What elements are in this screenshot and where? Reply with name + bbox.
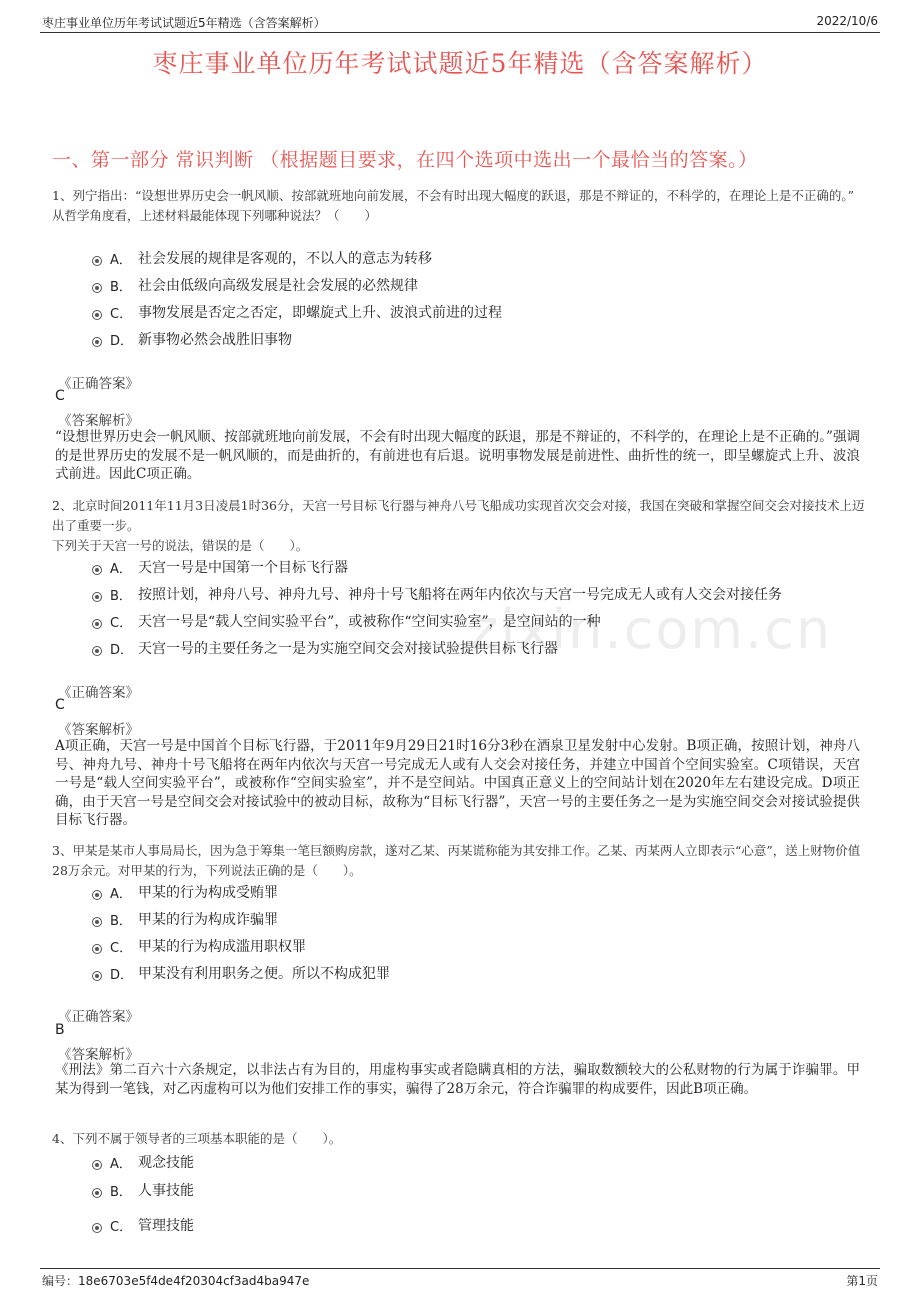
- option-key: A．: [110, 1156, 132, 1172]
- option-2-c[interactable]: [92, 611, 601, 631]
- option-1-a[interactable]: [92, 248, 432, 268]
- correct-answer-label: 《正确答案》: [58, 376, 139, 392]
- option-text: 新事物必然会战胜旧事物: [138, 332, 292, 348]
- analysis-label: 《答案解析》: [58, 722, 139, 738]
- option-key: B．: [110, 913, 132, 929]
- radio-icon[interactable]: [92, 1188, 102, 1198]
- question-prompt-text: 从哲学角度看，上述材料最能体现下列哪种说法？（ ）: [52, 208, 378, 223]
- question-stem-text: 2、北京时间2011年11月3日凌晨1时36分，天宫一号目标飞行器与神舟八号飞船成功实现首次交会对接，我国在突破和掌握空间交会对接技术上迈出了重要一步。: [52, 498, 865, 533]
- radio-icon[interactable]: [92, 283, 102, 293]
- option-3-d[interactable]: [92, 963, 390, 983]
- radio-icon[interactable]: [92, 917, 102, 927]
- watermark: zixin.com.cn: [470, 598, 833, 661]
- question-3-stem: [52, 841, 868, 881]
- option-text: 社会发展的规律是客观的，不以人的意志为转移: [138, 251, 432, 267]
- analysis-text: 《刑法》第二百六十六条规定，以非法占有为目的，用虚构事实或者隐瞒真相的方法，骗取数额较大的公私财物的行为属于诈骗罪。甲某为得到一笔钱，对乙丙虚构可以为他们安排工作的事实，骗得了28万余元，符合诈骗罪的构成要件，因此B项正确。: [55, 1062, 860, 1097]
- analysis-label: 《答案解析》: [58, 1047, 139, 1063]
- option-key: D．: [110, 642, 134, 658]
- option-text: 观念技能: [138, 1155, 194, 1171]
- radio-icon[interactable]: [92, 337, 102, 347]
- option-text: 管理技能: [138, 1218, 194, 1234]
- option-1-c[interactable]: [92, 302, 502, 322]
- analysis-text: A项正确，天宫一号是中国首个目标飞行器，于2011年9月29日21时16分3秒在酒泉卫星发射中心发射。B项正确，按照计划，神舟八号、神舟九号、神舟十号飞船将在两年内依次与天宫一号完成无人或有人交会对接任务，并建立中国首个空间实验室。C项错误，天宫一号是“载人空间实验平台”，或被称作“空间实验室”，并不是空间站。中国真正意义上的空间站计划在2020年左右建设完成。D项正确，由于天宫一号是空间交会对接试验中的被动目标，故称为“目标飞行器”，天宫一号的主要任务之一是为实施空间交会对接试验提供目标飞行器。: [55, 738, 860, 828]
- radio-icon[interactable]: [92, 619, 102, 629]
- page-title: 枣庄事业单位历年考试试题近5年精选（含答案解析）: [152, 49, 768, 78]
- question-prompt-text: 下列关于天宫一号的说法，错误的是（ ）。: [52, 538, 309, 553]
- correct-answer-label: 《正确答案》: [58, 1009, 139, 1025]
- option-key: C．: [110, 306, 133, 322]
- question-stem-text: 4、下列不属于领导者的三项基本职能的是（ ）。: [52, 1131, 342, 1146]
- option-2-b[interactable]: [92, 584, 782, 604]
- option-text: 天宫一号是中国第一个目标飞行器: [138, 560, 348, 576]
- radio-icon[interactable]: [92, 565, 102, 575]
- question-2-stem: [52, 496, 868, 556]
- option-key: D．: [110, 967, 134, 983]
- option-text: 天宫一号的主要任务之一是为实施空间交会对接试验提供目标飞行器: [138, 641, 558, 657]
- header-doc-title: 枣庄事业单位历年考试试题近5年精选（含答案解析）: [42, 16, 326, 30]
- radio-icon[interactable]: [92, 1223, 102, 1233]
- question-1-stem: [52, 186, 868, 226]
- option-key: B．: [110, 588, 132, 604]
- option-text: 甲某的行为构成受贿罪: [138, 885, 278, 901]
- option-key: A．: [110, 252, 132, 268]
- analysis-label: 《答案解析》: [58, 413, 139, 429]
- option-4-c[interactable]: [92, 1215, 194, 1235]
- option-3-a[interactable]: [92, 882, 278, 902]
- option-text: 甲某没有利用职务之便。所以不构成犯罪: [138, 966, 390, 982]
- radio-icon[interactable]: [92, 1160, 102, 1170]
- option-text: 甲某的行为构成滥用职权罪: [138, 939, 306, 955]
- option-key: C．: [110, 1219, 133, 1235]
- radio-icon[interactable]: [92, 944, 102, 954]
- option-key: C．: [110, 615, 133, 631]
- option-2-a[interactable]: [92, 557, 348, 577]
- option-key: B．: [110, 1184, 132, 1200]
- option-text: 社会由低级向高级发展是社会发展的必然规律: [138, 278, 418, 294]
- option-4-b[interactable]: [92, 1180, 194, 1200]
- footer-page-number: 第1页: [846, 1274, 878, 1288]
- option-4-a[interactable]: [92, 1152, 194, 1172]
- option-text: 事物发展是否定之否定，即螺旋式上升、波浪式前进的过程: [138, 305, 502, 321]
- radio-icon[interactable]: [92, 971, 102, 981]
- option-3-b[interactable]: [92, 909, 278, 929]
- option-key: D．: [110, 333, 134, 349]
- option-text: 按照计划，神舟八号、神舟九号、神舟十号飞船将在两年内依次与天宫一号完成无人或有人交会对接任务: [138, 587, 782, 603]
- question-stem-text: 1、列宁指出：“设想世界历史会一帆风顺、按部就班地向前发展，不会有时出现大幅度的跃退，那是不辩证的，不科学的，在理论上是不正确的。”: [52, 188, 854, 203]
- option-text: 天宫一号是“载人空间实验平台”，或被称作“空间实验室”，是空间站的一种: [138, 614, 601, 630]
- page-footer: [40, 1268, 880, 1289]
- radio-icon[interactable]: [92, 310, 102, 320]
- option-key: B．: [110, 279, 132, 295]
- page-header: [40, 12, 880, 33]
- option-3-c[interactable]: [92, 936, 306, 956]
- section-heading: 一、第一部分 常识判断 （根据题目要求，在四个选项中选出一个最恰当的答案。）: [52, 149, 758, 171]
- analysis-text: “设想世界历史会一帆风顺、按部就班地向前发展，不会有时出现大幅度的跃退，那是不辩证的，不科学的，在理论上是不正确的。”强调的是世界历史的发展不是一帆风顺的，而是曲折的，有前进也有后退。说明事物发展是前进性、曲折性的统一，即呈螺旋式上升、波浪式前进。因此C项正确。: [55, 429, 860, 482]
- correct-answer-value: B: [55, 1022, 65, 1038]
- header-date: 2022/10/6: [816, 14, 878, 28]
- option-key: A．: [110, 561, 132, 577]
- correct-answer-value: C: [55, 697, 65, 713]
- option-1-b[interactable]: [92, 275, 418, 295]
- radio-icon[interactable]: [92, 890, 102, 900]
- option-key: A．: [110, 886, 132, 902]
- question-stem-text: 3、甲某是某市人事局局长，因为急于筹集一笔巨额购房款，遂对乙某、丙某谎称能为其安排工作。乙某、丙某两人立即表示“心意”，送上财物价值28万余元。对甲某的行为，下列说法正确的是（ ）。: [52, 843, 861, 878]
- option-key: C．: [110, 940, 133, 956]
- correct-answer-value: C: [55, 388, 65, 404]
- radio-icon[interactable]: [92, 256, 102, 266]
- option-text: 人事技能: [138, 1183, 194, 1199]
- radio-icon[interactable]: [92, 592, 102, 602]
- option-text: 甲某的行为构成诈骗罪: [138, 912, 278, 928]
- question-4-stem: [52, 1129, 868, 1149]
- option-1-d[interactable]: [92, 329, 292, 349]
- correct-answer-label: 《正确答案》: [58, 685, 139, 701]
- option-2-d[interactable]: [92, 638, 558, 658]
- radio-icon[interactable]: [92, 646, 102, 656]
- footer-doc-id: 编号：18e6703e5f4de4f20304cf3ad4ba947e: [42, 1274, 310, 1288]
